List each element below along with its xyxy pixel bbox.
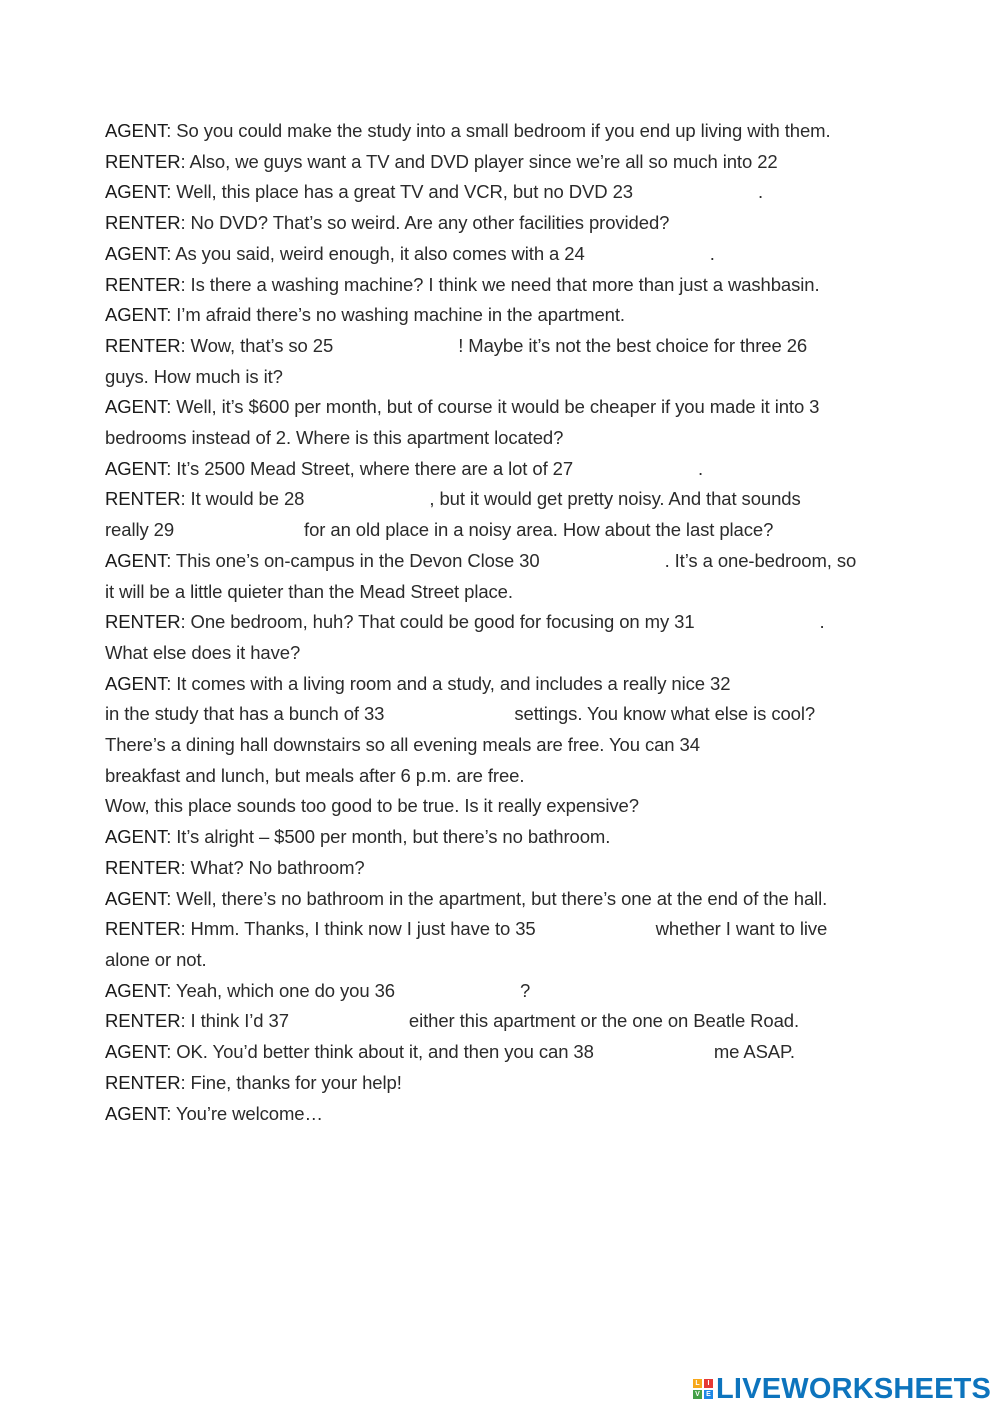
speaker-label: RENTER <box>105 212 181 234</box>
speaker-label: RENTER <box>105 918 181 940</box>
question-number: 26 <box>786 334 808 356</box>
dialogue-line <box>105 1006 935 1037</box>
line-text: : No DVD? That’s so weird. Are any other facilities provided? <box>180 212 670 234</box>
dialogue-line <box>105 270 935 301</box>
line-text: : Hmm. Thanks, I think now I just have to <box>180 918 516 940</box>
line-text: : Well, it’s $600 per month, but of course it would be cheaper if you made it into 3 <box>166 396 820 418</box>
speaker-label: AGENT <box>105 304 167 326</box>
speaker-label: AGENT <box>105 1102 167 1124</box>
logo-block-icon: V <box>693 1390 702 1399</box>
speaker-label: AGENT <box>105 826 167 848</box>
line-text: . <box>709 242 715 264</box>
speaker-label: RENTER <box>105 334 181 356</box>
speaker-label: AGENT <box>105 887 167 909</box>
line-text: : Well, this place has a great TV and VCR, but no DVD <box>166 181 613 203</box>
line-text: , but it would get pretty noisy. And that sounds <box>429 488 801 510</box>
speaker-label: AGENT <box>105 181 167 203</box>
question-number: 31 <box>674 611 695 633</box>
dialogue-line <box>105 669 935 700</box>
speaker-label: RENTER <box>105 1010 181 1032</box>
dialogue-line <box>105 699 935 730</box>
dialogue-line <box>105 484 935 515</box>
question-number: 27 <box>552 457 574 479</box>
dialogue-line <box>105 761 935 792</box>
line-text: either this apartment or the one on Beatle Road. <box>408 1010 800 1032</box>
speaker-label: AGENT <box>105 242 167 264</box>
logo-block-icon: E <box>704 1390 713 1399</box>
dialogue-line <box>105 454 935 485</box>
question-number: 24 <box>564 242 585 264</box>
line-text: : It’s alright – $500 per month, but there’s no bathroom. <box>166 826 611 848</box>
line-text: bedrooms instead of 2. Where is this apartment located? <box>105 427 564 449</box>
line-text: Wow, this place sounds too good to be true. Is it really expensive? <box>105 795 639 817</box>
line-text: really <box>105 519 154 541</box>
speaker-label: AGENT <box>105 120 167 141</box>
speaker-label: AGENT <box>105 1041 167 1063</box>
line-text: What else does it have? <box>105 641 301 663</box>
line-text: . <box>757 181 763 203</box>
dialogue-line <box>105 638 935 669</box>
line-text: ? <box>519 979 531 1001</box>
line-text: : Yeah, which one do you <box>166 979 375 1001</box>
line-text: : I’m afraid there’s no washing machine in the apartment. <box>166 304 625 326</box>
line-text: : Well, there’s no bathroom in the apartment, but there’s one at the end of the hall. <box>166 887 828 909</box>
speaker-label: AGENT <box>105 396 167 418</box>
line-text: : OK. You’d better think about it, and then you can <box>166 1041 574 1063</box>
dialogue-line <box>105 116 935 147</box>
dialogue-line <box>105 147 935 178</box>
line-text: me ASAP. <box>713 1041 795 1063</box>
dialogue-line <box>105 791 935 822</box>
question-number: 35 <box>515 918 536 940</box>
line-text: it will be a little quieter than the Mead Street place. <box>105 580 513 602</box>
speaker-label: RENTER <box>105 856 181 878</box>
question-number: 23 <box>612 181 633 203</box>
line-text: : It comes with a living room and a study, and includes a really nice <box>166 672 711 694</box>
speaker-label: AGENT <box>105 672 167 694</box>
line-text: in the study that has a bunch of <box>105 703 364 725</box>
question-number: 32 <box>710 672 731 694</box>
logo-text: LIVEWORKSHEETS <box>716 1372 992 1405</box>
question-number: 30 <box>519 549 540 571</box>
logo-block-icon: I <box>704 1379 713 1388</box>
line-text: for an old place in a noisy area. How about the last place? <box>304 519 774 541</box>
speaker-label: RENTER <box>105 488 181 510</box>
dialogue-line <box>105 362 935 393</box>
line-text: . <box>698 457 704 479</box>
dialogue-line <box>105 1099 935 1130</box>
dialogue-line <box>105 239 935 270</box>
dialogue-line <box>105 884 935 915</box>
question-number: 33 <box>363 703 385 725</box>
worksheet-dialogue <box>105 116 935 1129</box>
line-text: ! Maybe it’s not the best choice for three <box>458 334 787 356</box>
speaker-label: RENTER <box>105 150 181 172</box>
line-text: guys. How much is it? <box>105 365 283 387</box>
dialogue-line <box>105 546 935 577</box>
line-text: : I think I’d <box>180 1010 269 1032</box>
dialogue-line <box>105 1037 935 1068</box>
dialogue-line <box>105 331 935 362</box>
question-number: 36 <box>374 979 395 1001</box>
line-text: . <box>819 611 825 633</box>
line-text: settings. You know what else is cool? <box>514 703 816 725</box>
speaker-label: AGENT <box>105 979 167 1001</box>
dialogue-line <box>105 914 935 945</box>
dialogue-line <box>105 577 935 608</box>
line-text: : What? No bathroom? <box>180 856 365 878</box>
speaker-label: AGENT <box>105 549 167 571</box>
speaker-label: RENTER <box>105 273 181 295</box>
question-number: 25 <box>312 334 334 356</box>
dialogue-line <box>105 300 935 331</box>
logo-block-icon: L <box>693 1379 702 1388</box>
line-text: : You’re welcome… <box>166 1102 323 1124</box>
question-number: 37 <box>268 1010 289 1032</box>
speaker-label: RENTER <box>105 611 181 633</box>
question-number: 34 <box>679 734 700 756</box>
question-number: 22 <box>757 150 778 172</box>
dialogue-line <box>105 208 935 239</box>
liveworksheets-logo <box>693 1374 991 1404</box>
line-text: . It’s a one-bedroom, so <box>664 549 857 571</box>
line-text: : Fine, thanks for your help! <box>180 1071 402 1093</box>
question-number: 29 <box>153 519 175 541</box>
line-text: whether I want to live <box>655 918 828 940</box>
question-number: 28 <box>283 488 305 510</box>
line-text: : Is there a washing machine? I think we need that more than just a washbasin. <box>180 273 820 295</box>
line-text: : One bedroom, huh? That could be good for focusing on my <box>180 611 675 633</box>
line-text: : So you could make the study into a small bedroom if you end up living with them. <box>166 120 831 141</box>
line-text: : Wow, that’s so <box>180 334 313 356</box>
dialogue-line <box>105 976 935 1007</box>
line-text: : This one’s on-campus in the Devon Close <box>166 549 520 571</box>
dialogue-line <box>105 392 935 423</box>
dialogue-line <box>105 177 935 208</box>
dialogue-line <box>105 730 935 761</box>
dialogue-line <box>105 822 935 853</box>
line-text: : It’s 2500 Mead Street, where there are a lot of <box>166 457 553 479</box>
line-text: breakfast and lunch, but meals after 6 p.m. are free. <box>105 764 525 786</box>
dialogue-line <box>105 423 935 454</box>
dialogue-line <box>105 607 935 638</box>
speaker-label: RENTER <box>105 1071 181 1093</box>
dialogue-line <box>105 945 935 976</box>
dialogue-line <box>105 515 935 546</box>
line-text: : It would be <box>180 488 284 510</box>
speaker-label: AGENT <box>105 457 167 479</box>
line-text: alone or not. <box>105 948 207 970</box>
question-number: 38 <box>573 1041 594 1063</box>
line-text: : As you said, weird enough, it also comes with a <box>166 242 565 264</box>
logo-blocks-icon <box>693 1379 713 1399</box>
dialogue-line <box>105 853 935 884</box>
line-text: There’s a dining hall downstairs so all evening meals are free. You can <box>105 734 680 756</box>
line-text: : Also, we guys want a TV and DVD player since we’re all so much into <box>180 150 758 172</box>
dialogue-line <box>105 1068 935 1099</box>
